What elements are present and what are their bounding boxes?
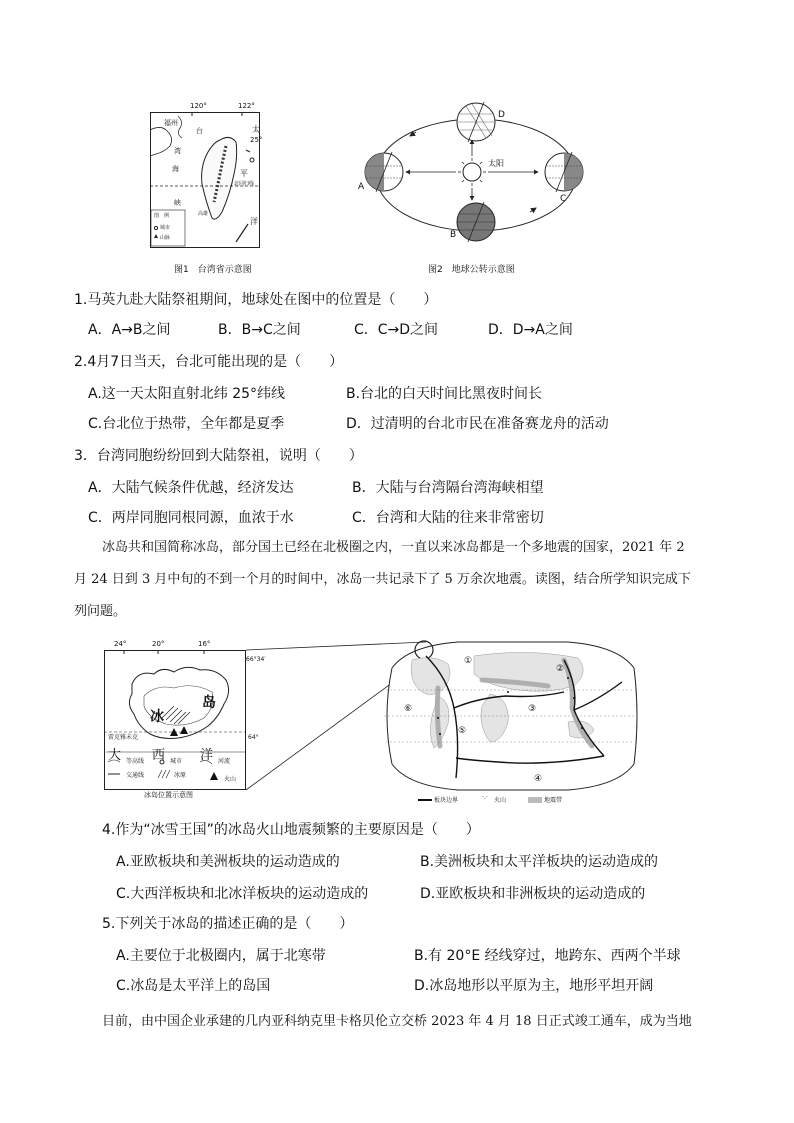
q3-option-c: C．两岸同胞同根同源，血浓于水 <box>88 510 294 526</box>
plates-legend <box>418 794 618 806</box>
legend-city: 城市 <box>160 225 171 231</box>
q3-option-a: A．大陆气候条件优越，经济发达 <box>88 480 294 496</box>
boundary-legend-swatch <box>418 799 432 801</box>
tropic-label: 北回归线 <box>234 181 255 187</box>
plate-2-label: ② <box>556 664 565 674</box>
q4-option-d: D.亚欧板块和非洲板块的运动造成的 <box>420 886 646 902</box>
figure-iceland-map <box>104 640 266 800</box>
lon-20-label: 20° <box>152 640 165 648</box>
gaoxiong-label: 高雄 <box>198 211 209 217</box>
legend-contour: 等高线 <box>126 758 145 765</box>
lat-6634-label: 66°34′ <box>246 656 266 663</box>
plate-5-label: ⑤ <box>458 726 467 736</box>
figure1-caption: 图1 台湾省示意图 <box>174 265 252 275</box>
figure2-caption: 图2 地球公转示意图 <box>428 265 515 275</box>
legend-traffic: 交通线 <box>126 772 145 779</box>
iceland-map-graphic <box>104 640 246 790</box>
figure3-caption: 冰岛位置示意图 <box>144 791 193 799</box>
lat-25-label: 25° <box>250 136 263 144</box>
q4-option-c: C.大西洋板块和北冰洋板块的运动造成的 <box>116 886 369 902</box>
passage-iceland-line3: 列问题。 <box>74 604 127 619</box>
q1-option-c: C．C→D之间 <box>354 322 439 338</box>
q1-option-a: A．A→B之间 <box>88 322 171 338</box>
revolution-graphic <box>354 100 594 246</box>
question-2-stem: 2.4月7日当天，台北可能出现的是（ ） <box>74 354 344 370</box>
yang-label: 洋 <box>250 217 258 226</box>
dao-label: 岛 <box>202 695 216 711</box>
legend-glacier: 冰原 <box>174 772 187 779</box>
lon-122-label: 122° <box>238 102 255 110</box>
legend-city-iceland: 城市 <box>170 758 183 765</box>
figure-earth-revolution <box>354 100 594 246</box>
fuzhou-label: 福州 <box>164 119 178 127</box>
position-b-label: B <box>450 230 457 240</box>
ping-label: 平 <box>240 169 248 178</box>
passage-bridge-line1: 目前，由中国企业承建的几内亚科纳克里卡格贝伦立交桥 2023 年 4 月 18 日正式竣工通车，成为当地 <box>102 1014 692 1029</box>
question-1-stem: 1.马英九赴大陆祭祖期间，地球处在图中的位置是（ ） <box>74 292 438 308</box>
legend-boundary: 板块边界 <box>434 797 459 804</box>
legend-quake: 地震带 <box>544 797 563 804</box>
q2-option-b: B.台北的白天时间比黑夜时间长 <box>346 386 543 402</box>
quake-legend-swatch <box>528 797 542 803</box>
question-4-stem: 4.作为“冰雪王国”的冰岛火山地震频繁的主要原因是（ ） <box>102 822 480 838</box>
plate-1-label: ① <box>464 656 473 666</box>
legend-river: 河流 <box>218 758 231 765</box>
q3-option-b: B．大陆与台湾隔台湾海峡相望 <box>352 480 544 496</box>
yang-label-iceland: 洋 <box>200 748 214 763</box>
lon-120-label: 120° <box>190 102 207 110</box>
q1-option-b: B．B→C之间 <box>218 322 301 338</box>
legend-title: 图 例 <box>154 213 170 219</box>
figure-taiwan-map <box>150 102 263 248</box>
reykjavik-label: 雷克雅未克 <box>108 734 139 741</box>
q5-option-a: A.主要位于北极圈内，属于北寒带 <box>116 948 326 964</box>
lon-24-label: 24° <box>114 640 127 648</box>
volcano-legend-swatch: ·.· <box>482 794 488 801</box>
q5-option-c: C.冰岛是太平洋上的岛国 <box>116 978 271 994</box>
da-label: 大 <box>108 748 122 763</box>
lon-16-label: 16° <box>198 640 211 648</box>
legend-volcano-world: 火山 <box>494 797 507 804</box>
q2-option-c: C.台北位于热带，全年都是夏季 <box>88 416 285 432</box>
q5-option-d: D.冰岛地形以平原为主，地形平坦开阔 <box>414 978 654 994</box>
figure-world-plates-map <box>378 638 640 806</box>
plate-6-label: ⑥ <box>404 704 413 714</box>
xi-label: 西 <box>152 748 166 763</box>
passage-iceland-line2: 月 24 日到 3 月中旬的不到一个月的时间中，冰岛一共记录下了 5 万余次地震。读图，结合所学知识完成下 <box>74 572 691 587</box>
q4-option-a: A.亚欧板块和美洲板块的运动造成的 <box>116 854 340 870</box>
bing-label: 冰 <box>150 709 164 725</box>
question-5-stem: 5.下列关于冰岛的描述正确的是（ ） <box>102 916 354 932</box>
position-a-label: A <box>358 182 365 192</box>
sun-label: 太阳 <box>488 159 504 168</box>
legend-mountain: 山脉 <box>160 235 171 241</box>
question-3-stem: 3．台湾同胞纷纷回到大陆祭祖，说明（ ） <box>74 448 363 464</box>
q4-option-b: B.美洲板块和太平洋板块的运动造成的 <box>420 854 659 870</box>
q2-option-a: A.这一天太阳直射北纬 25°纬线 <box>88 386 286 402</box>
xia-label: 峡 <box>174 199 181 207</box>
tai-label: 台 <box>196 127 203 135</box>
plate-3-label: ③ <box>528 704 537 714</box>
lat-64-label: 64° <box>248 734 259 741</box>
hai-label: 海 <box>172 165 179 173</box>
q3-option-d: C．台湾和大陆的往来非常密切 <box>352 510 544 526</box>
position-d-label: D <box>498 110 505 120</box>
q1-option-d: D．D→A之间 <box>488 322 573 338</box>
plates-map-graphic <box>378 638 640 794</box>
position-c-label: C <box>560 194 567 204</box>
wan-label: 湾 <box>174 147 181 155</box>
q2-option-d: D．过清明的台北市民在准备赛龙舟的活动 <box>346 416 609 432</box>
plate-4-label: ④ <box>534 774 543 784</box>
passage-iceland-line1: 冰岛共和国简称冰岛，部分国土已经在北极圈之内，一直以来冰岛都是一个多地震的国家，2021 年 2 <box>102 540 685 555</box>
legend-volcano-iceland: 火山 <box>224 776 237 783</box>
tai-ocean-label: 太 <box>252 125 260 134</box>
q5-option-b: B.有 20°E 经线穿过，地跨东、西两个半球 <box>414 948 681 964</box>
